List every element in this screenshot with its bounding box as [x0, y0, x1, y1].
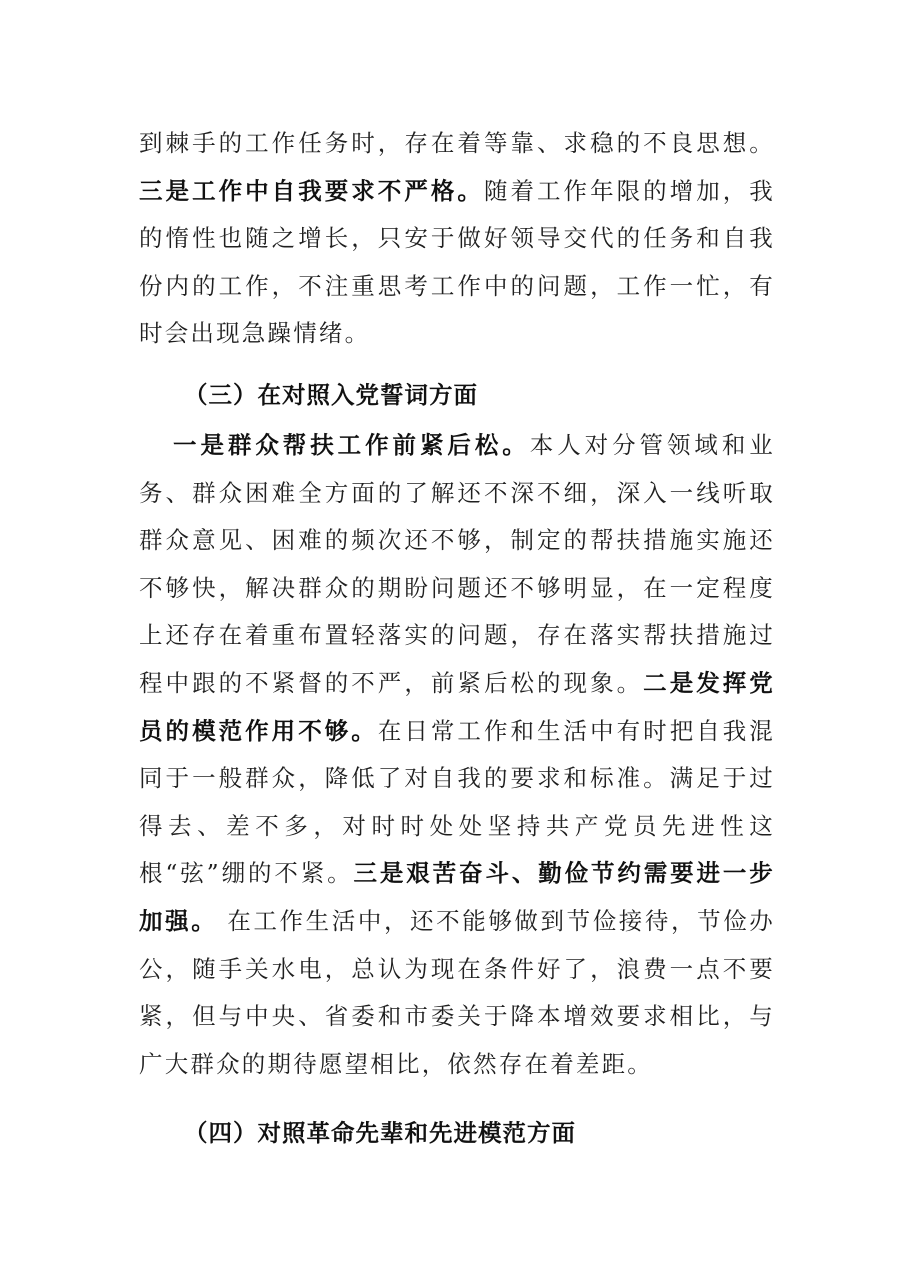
section-heading-four: （四）对照革命先辈和先进模范方面: [184, 1119, 576, 1147]
section-heading-three: （三）在对照入党誓词方面: [184, 381, 478, 409]
paragraph-oath: [139, 422, 775, 1088]
bold-point-three: 三是工作中自我要求不严格。: [139, 176, 484, 205]
paragraph-work-attitude: [139, 120, 775, 358]
paragraph-text: 在工作生活中，还不能够做到节俭接待，节俭办公，随手关水电，总认为现在条件好了，浪费一点不要紧，但与中央、省委和市委关于降本增效要求相比，与广大群众的期待愿望相比，依然存在着差距。: [139, 906, 775, 1078]
bold-point-one: 一是群众帮扶工作前紧后松。: [173, 431, 530, 459]
paragraph-text: 本人对分管领域和业务、群众困难全方面的了解还不深不细，深入一线听取群众意见、困难的频次还不够，制定的帮扶措施实施还不够快，解决群众的期盼问题还不够明显，在一定程度上还存在着重布置轻落实的问题，存在落实帮扶措施过程中跟的不紧督的不严，前紧后松的现象。: [139, 431, 775, 697]
paragraph-text: 随着工作年限的增加，我的惰性也随之增长，只安于做好领导交代的任务和自我份内的工作，不注重思考工作中的问题，工作一忙，有时会出现急躁情绪。: [139, 176, 775, 348]
bold-point-two: 二是发挥党员的模范作用不够。: [139, 668, 775, 745]
paragraph-text: 到棘手的工作任务时，存在着等靠、求稳的不良思想。: [139, 129, 775, 157]
paragraph-text: 在日常工作和生活中有时把自我混同于一般群众，降低了对自我的要求和标准。满足于过得去、差不多，对时时处处坚持共产党员先进性这根“弦”绷的不紧。: [139, 716, 775, 888]
bold-point-three: 三是艰苦奋斗、勤俭节约需要进一步加强。: [139, 859, 776, 935]
